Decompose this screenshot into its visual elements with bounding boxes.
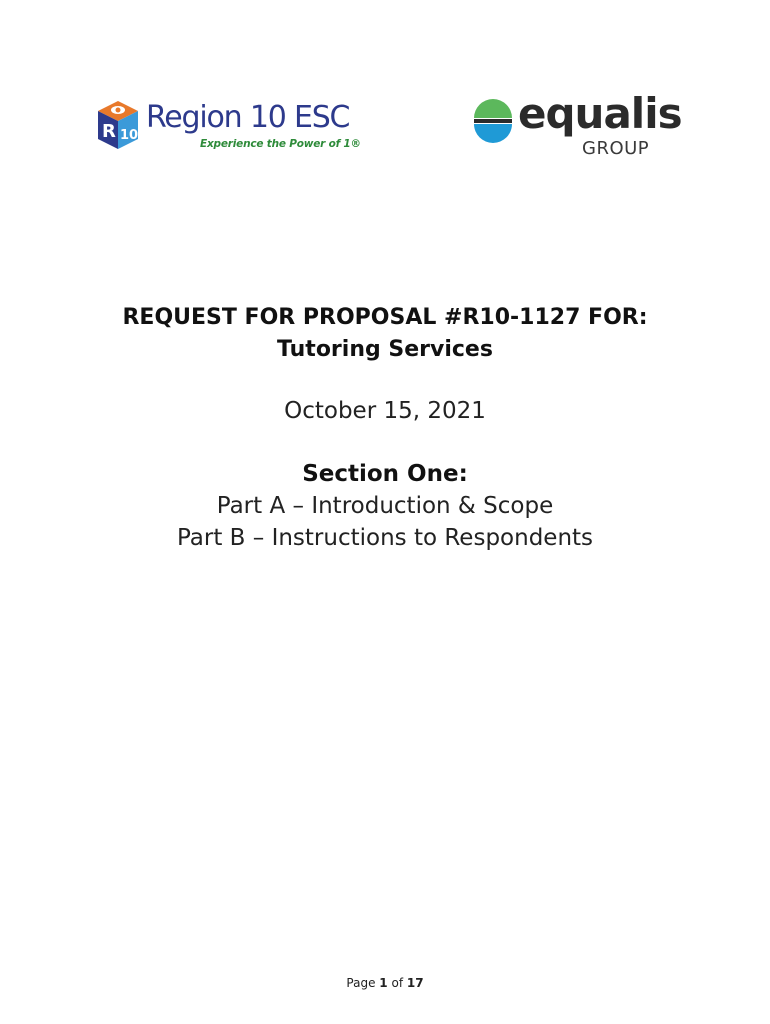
section-block <box>0 458 770 554</box>
equalis-leaf-icon <box>470 98 516 144</box>
rfp-title-line1: REQUEST FOR PROPOSAL #R10-1127 FOR: <box>122 305 648 330</box>
section-part-b: Part B – Instructions to Respondents <box>176 525 594 551</box>
region10-tagline: Experience the Power of 1® <box>200 138 361 150</box>
page-footer <box>0 975 770 991</box>
svg-text:R: R <box>102 121 116 142</box>
region10-name: Region 10 ESC <box>146 100 350 135</box>
equalis-group-label: GROUP <box>582 138 650 159</box>
svg-text:10: 10 <box>120 128 139 143</box>
rfp-date: October 15, 2021 <box>284 398 486 424</box>
rfp-title <box>0 302 770 366</box>
page-label: Page <box>346 976 376 990</box>
section-heading: Section One: <box>302 461 468 487</box>
section-part-a: Part A – Introduction & Scope <box>216 493 554 519</box>
page-of-label: of <box>391 976 404 990</box>
rfp-title-line2: Tutoring Services <box>277 337 493 362</box>
page-total: 17 <box>406 976 424 990</box>
equalis-group-logo <box>470 89 685 162</box>
page-number: 1 <box>379 976 388 990</box>
region10-cube-icon <box>94 97 142 153</box>
equalis-name: equalis <box>518 89 682 138</box>
region10-esc-logo <box>94 97 361 157</box>
